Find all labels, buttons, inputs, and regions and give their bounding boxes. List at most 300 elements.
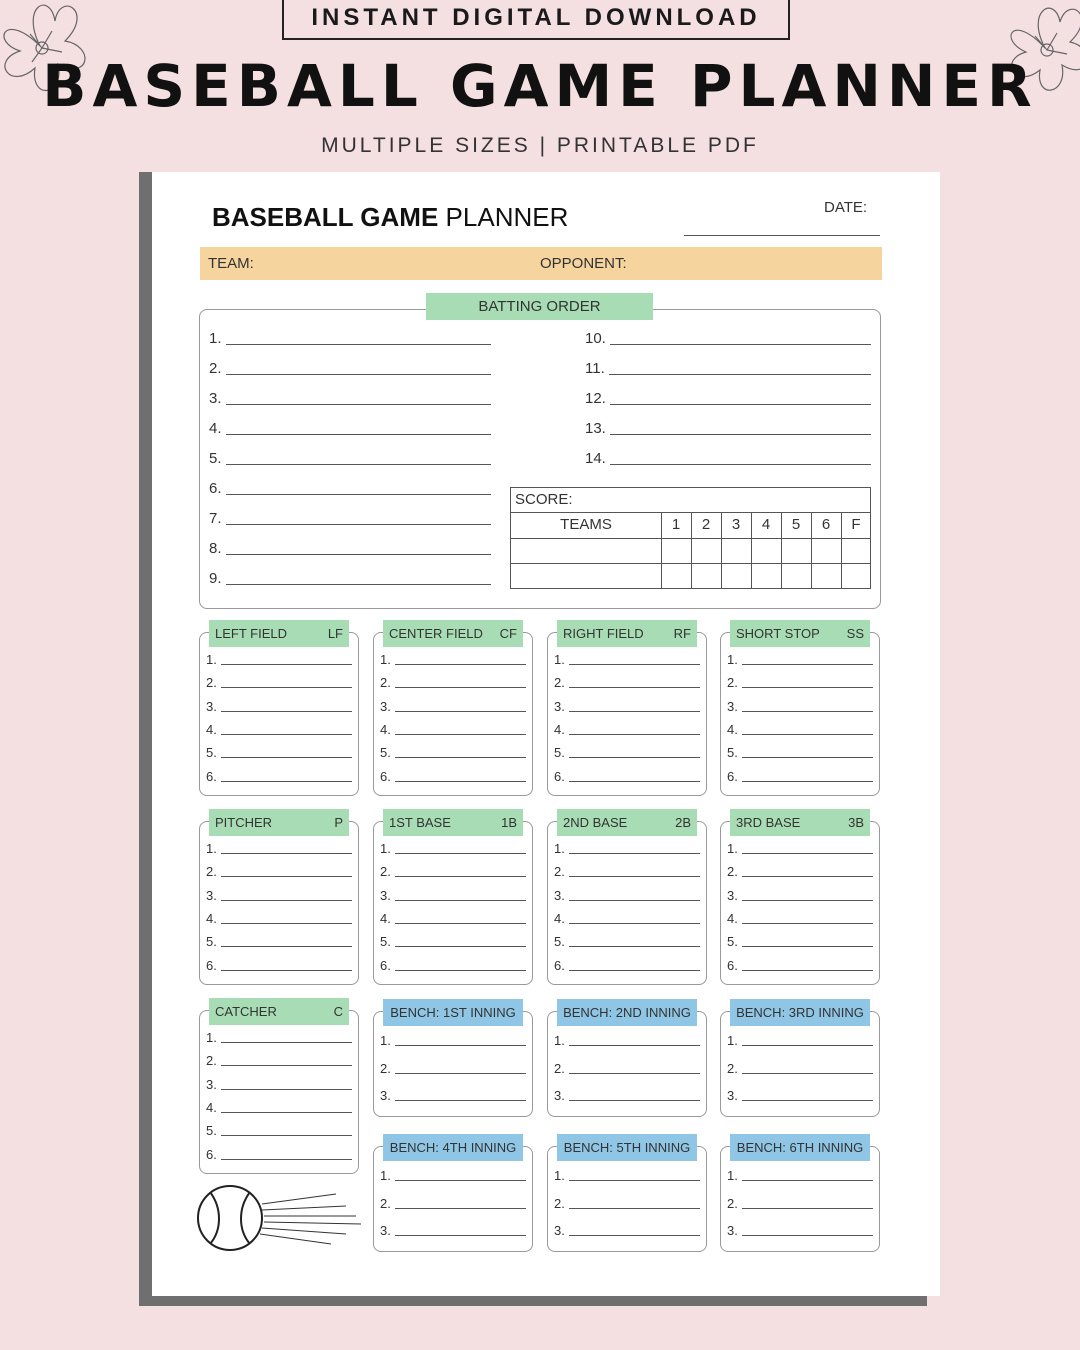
bench-row-line[interactable] bbox=[395, 1045, 526, 1046]
batting-order-row[interactable] bbox=[209, 450, 491, 467]
position-header bbox=[557, 809, 697, 836]
position-row-line[interactable] bbox=[742, 923, 873, 924]
bench-row-line[interactable] bbox=[569, 1208, 700, 1209]
batting-order-line[interactable] bbox=[226, 464, 491, 465]
batting-order-number: 10. bbox=[585, 330, 606, 347]
position-row-line[interactable] bbox=[395, 900, 526, 901]
position-row[interactable] bbox=[380, 958, 526, 973]
position-row-line[interactable] bbox=[221, 757, 352, 758]
bench-row[interactable] bbox=[380, 1196, 526, 1211]
bench-row[interactable] bbox=[727, 1088, 873, 1103]
position-row-line[interactable] bbox=[569, 900, 700, 901]
position-row[interactable] bbox=[727, 769, 873, 784]
position-row-line[interactable] bbox=[221, 970, 352, 971]
position-row-line[interactable] bbox=[221, 900, 352, 901]
bench-row-line[interactable] bbox=[742, 1235, 873, 1236]
bench-row[interactable] bbox=[554, 1088, 700, 1103]
position-row[interactable] bbox=[380, 888, 526, 903]
batting-order-row[interactable] bbox=[209, 510, 491, 527]
position-row[interactable] bbox=[206, 1030, 352, 1045]
bench-row-line[interactable] bbox=[569, 1235, 700, 1236]
batting-order-number: 4. bbox=[209, 420, 222, 437]
bench-row-number: 3. bbox=[727, 1088, 738, 1103]
position-row[interactable] bbox=[380, 675, 526, 690]
position-row-number: 2. bbox=[206, 1053, 217, 1069]
position-row-line[interactable] bbox=[221, 876, 352, 877]
position-row[interactable] bbox=[206, 1053, 352, 1068]
bench-header: BENCH: 5TH INNING bbox=[557, 1134, 697, 1161]
batting-order-number: 5. bbox=[209, 450, 222, 467]
position-row-line[interactable] bbox=[742, 757, 873, 758]
position-row-line[interactable] bbox=[221, 664, 352, 665]
position-row-number: 5. bbox=[206, 934, 217, 950]
bench-row-number: 3. bbox=[380, 1088, 391, 1103]
position-row-line[interactable] bbox=[742, 711, 873, 712]
position-row[interactable] bbox=[206, 745, 352, 760]
sheet-title-light: PLANNER bbox=[445, 202, 569, 232]
bench-row-number: 2. bbox=[380, 1195, 391, 1211]
bench-row[interactable] bbox=[727, 1223, 873, 1238]
position-row-line[interactable] bbox=[395, 781, 526, 782]
position-row[interactable] bbox=[206, 699, 352, 714]
bench-header: BENCH: 6TH INNING bbox=[730, 1134, 870, 1161]
position-row-number: 3. bbox=[380, 887, 391, 903]
position-row-line[interactable] bbox=[742, 876, 873, 877]
position-name: LEFT FIELD bbox=[215, 626, 288, 641]
batting-order-row[interactable] bbox=[209, 360, 491, 377]
position-row[interactable] bbox=[727, 722, 873, 737]
position-row-number: 1. bbox=[206, 1030, 217, 1045]
bench-row-line[interactable] bbox=[569, 1045, 700, 1046]
bench-row-number: 3. bbox=[554, 1088, 565, 1103]
position-row-number: 1. bbox=[206, 652, 217, 667]
position-row-number: 6. bbox=[380, 768, 391, 784]
position-row-line[interactable] bbox=[221, 1089, 352, 1090]
position-row-line[interactable] bbox=[221, 853, 352, 854]
bench-row[interactable] bbox=[727, 1168, 873, 1183]
sheet-title bbox=[212, 202, 568, 233]
bench-row-line[interactable] bbox=[395, 1235, 526, 1236]
position-header bbox=[209, 809, 349, 836]
position-row-line[interactable] bbox=[395, 757, 526, 758]
score-inning-header: 4 bbox=[761, 516, 771, 533]
position-row-line[interactable] bbox=[569, 781, 700, 782]
bench-row-number: 1. bbox=[554, 1168, 565, 1183]
position-row-line[interactable] bbox=[742, 853, 873, 854]
position-abbr: CF bbox=[499, 626, 517, 641]
position-abbr: LF bbox=[327, 626, 343, 641]
batting-order-row[interactable] bbox=[209, 420, 491, 437]
score-table bbox=[510, 487, 871, 589]
position-row-line[interactable] bbox=[569, 757, 700, 758]
position-row[interactable] bbox=[206, 1100, 352, 1115]
batting-order-row[interactable] bbox=[209, 390, 491, 407]
position-row[interactable] bbox=[554, 841, 700, 856]
position-row-line[interactable] bbox=[221, 781, 352, 782]
position-row-number: 3. bbox=[206, 887, 217, 903]
bench-row-number: 1. bbox=[380, 1033, 391, 1048]
position-header bbox=[730, 620, 870, 647]
score-inning-header: 2 bbox=[701, 516, 711, 533]
baseball-icon bbox=[196, 1180, 366, 1260]
position-row-number: 3. bbox=[554, 698, 565, 714]
position-row[interactable] bbox=[206, 841, 352, 856]
position-header bbox=[383, 620, 523, 647]
position-row[interactable] bbox=[206, 769, 352, 784]
position-row[interactable] bbox=[380, 911, 526, 926]
batting-order-number: 13. bbox=[585, 420, 606, 437]
bench-row[interactable] bbox=[727, 1196, 873, 1211]
position-name: CENTER FIELD bbox=[389, 626, 483, 641]
bench-row[interactable] bbox=[380, 1223, 526, 1238]
position-row[interactable] bbox=[380, 722, 526, 737]
position-row-number: 4. bbox=[206, 1099, 217, 1115]
position-row-number: 3. bbox=[727, 698, 738, 714]
position-row[interactable] bbox=[554, 652, 700, 667]
batting-order-line[interactable] bbox=[226, 344, 491, 345]
banner-text: INSTANT DIGITAL DOWNLOAD bbox=[311, 4, 761, 31]
planner-sheet bbox=[152, 172, 940, 1296]
position-row[interactable] bbox=[380, 769, 526, 784]
bench-row-line[interactable] bbox=[742, 1208, 873, 1209]
bench-row[interactable] bbox=[380, 1168, 526, 1183]
batting-order-line[interactable] bbox=[226, 524, 491, 525]
position-row-line[interactable] bbox=[221, 711, 352, 712]
position-row-line[interactable] bbox=[395, 946, 526, 947]
position-row-line[interactable] bbox=[395, 734, 526, 735]
position-row-number: 6. bbox=[380, 957, 391, 973]
position-row-number: 1. bbox=[206, 841, 217, 856]
position-row[interactable] bbox=[206, 888, 352, 903]
position-row[interactable] bbox=[380, 745, 526, 760]
position-row-number: 3. bbox=[206, 698, 217, 714]
bench-row[interactable] bbox=[727, 1061, 873, 1076]
position-row-line[interactable] bbox=[742, 664, 873, 665]
score-inning-header: 1 bbox=[671, 516, 681, 533]
bench-row-number: 2. bbox=[380, 1060, 391, 1076]
batting-order-line[interactable] bbox=[610, 464, 871, 465]
position-row-line[interactable] bbox=[221, 923, 352, 924]
instant-download-banner bbox=[282, 0, 790, 40]
position-header bbox=[383, 809, 523, 836]
batting-order-line[interactable] bbox=[610, 404, 871, 405]
position-name: SHORT STOP bbox=[736, 626, 820, 641]
batting-order-line[interactable] bbox=[226, 374, 491, 375]
position-row[interactable] bbox=[206, 1123, 352, 1138]
position-row-number: 5. bbox=[206, 745, 217, 761]
bench-row[interactable] bbox=[554, 1061, 700, 1076]
position-row[interactable] bbox=[727, 699, 873, 714]
position-row[interactable] bbox=[554, 888, 700, 903]
position-row[interactable] bbox=[554, 722, 700, 737]
position-row-number: 5. bbox=[206, 1123, 217, 1139]
position-row-number: 1. bbox=[554, 652, 565, 667]
position-row-line[interactable] bbox=[221, 734, 352, 735]
batting-order-row[interactable] bbox=[585, 390, 871, 407]
date-line bbox=[684, 235, 880, 236]
position-row[interactable] bbox=[206, 934, 352, 949]
batting-order-number: 3. bbox=[209, 390, 222, 407]
position-row-number: 3. bbox=[727, 887, 738, 903]
batting-order-row[interactable] bbox=[585, 450, 871, 467]
position-row-number: 4. bbox=[206, 721, 217, 737]
position-row[interactable] bbox=[727, 888, 873, 903]
position-abbr: RF bbox=[673, 626, 691, 641]
position-name: 1ST BASE bbox=[389, 815, 451, 830]
position-row[interactable] bbox=[727, 864, 873, 879]
position-row[interactable] bbox=[727, 958, 873, 973]
position-row-line[interactable] bbox=[569, 687, 700, 688]
bench-header: BENCH: 1ST INNING bbox=[383, 999, 523, 1026]
bench-row-number: 3. bbox=[727, 1223, 738, 1238]
position-row-line[interactable] bbox=[742, 946, 873, 947]
bench-row-line[interactable] bbox=[742, 1180, 873, 1181]
bench-row-line[interactable] bbox=[395, 1208, 526, 1209]
position-row[interactable] bbox=[727, 745, 873, 760]
date-label: DATE: bbox=[824, 199, 868, 216]
position-row-number: 4. bbox=[554, 910, 565, 926]
position-row-line[interactable] bbox=[569, 853, 700, 854]
position-row[interactable] bbox=[380, 864, 526, 879]
position-row-number: 6. bbox=[206, 957, 217, 973]
position-row-line[interactable] bbox=[395, 876, 526, 877]
position-row-line[interactable] bbox=[569, 711, 700, 712]
position-row-line[interactable] bbox=[221, 1112, 352, 1113]
bench-row-number: 2. bbox=[727, 1195, 738, 1211]
batting-order-number: 8. bbox=[209, 540, 222, 557]
position-row[interactable] bbox=[554, 958, 700, 973]
bench-row-number: 1. bbox=[380, 1168, 391, 1183]
position-row-number: 1. bbox=[380, 841, 391, 856]
position-row-number: 2. bbox=[206, 864, 217, 880]
position-row-line[interactable] bbox=[221, 1065, 352, 1066]
position-row-number: 3. bbox=[206, 1076, 217, 1092]
position-row-line[interactable] bbox=[395, 970, 526, 971]
position-row[interactable] bbox=[206, 675, 352, 690]
score-title: SCORE: bbox=[515, 491, 573, 508]
position-name: CATCHER bbox=[215, 1004, 277, 1019]
bench-row[interactable] bbox=[380, 1061, 526, 1076]
batting-order-row[interactable] bbox=[209, 480, 491, 497]
bench-row-line[interactable] bbox=[395, 1100, 526, 1101]
bench-row-line[interactable] bbox=[742, 1073, 873, 1074]
position-row[interactable] bbox=[380, 699, 526, 714]
position-row-number: 3. bbox=[554, 887, 565, 903]
batting-order-row[interactable] bbox=[585, 360, 871, 377]
score-inning-header: 3 bbox=[731, 516, 741, 533]
position-row-number: 5. bbox=[380, 745, 391, 761]
position-row[interactable] bbox=[554, 675, 700, 690]
position-header bbox=[557, 620, 697, 647]
position-row-number: 4. bbox=[727, 721, 738, 737]
bench-header: BENCH: 4TH INNING bbox=[383, 1134, 523, 1161]
position-row[interactable] bbox=[380, 841, 526, 856]
position-row[interactable] bbox=[206, 1077, 352, 1092]
position-abbr: C bbox=[333, 1004, 343, 1019]
opponent-label: OPPONENT: bbox=[540, 255, 627, 272]
position-row[interactable] bbox=[554, 934, 700, 949]
position-row-line[interactable] bbox=[742, 970, 873, 971]
position-row-number: 1. bbox=[554, 841, 565, 856]
position-name: 3RD BASE bbox=[736, 815, 801, 830]
position-row-line[interactable] bbox=[569, 970, 700, 971]
position-row-number: 6. bbox=[727, 957, 738, 973]
score-inning-header: F bbox=[851, 516, 861, 533]
bench-row-line[interactable] bbox=[395, 1180, 526, 1181]
position-row[interactable] bbox=[554, 745, 700, 760]
position-row-number: 3. bbox=[380, 698, 391, 714]
bench-row-line[interactable] bbox=[569, 1100, 700, 1101]
position-row[interactable] bbox=[727, 841, 873, 856]
position-header bbox=[730, 809, 870, 836]
position-row-line[interactable] bbox=[395, 711, 526, 712]
batting-order-line[interactable] bbox=[610, 344, 871, 345]
bench-row-number: 1. bbox=[727, 1033, 738, 1048]
batting-order-line[interactable] bbox=[610, 434, 871, 435]
bench-row-number: 3. bbox=[554, 1223, 565, 1238]
team-bar bbox=[200, 247, 882, 280]
position-row[interactable] bbox=[206, 958, 352, 973]
position-row-number: 5. bbox=[727, 934, 738, 950]
bench-row[interactable] bbox=[380, 1033, 526, 1048]
position-row-number: 4. bbox=[206, 910, 217, 926]
main-title: BASEBALL GAME PLANNER bbox=[42, 52, 1038, 120]
batting-order-number: 7. bbox=[209, 510, 222, 527]
position-row-number: 2. bbox=[380, 864, 391, 880]
position-row[interactable] bbox=[554, 769, 700, 784]
team-label: TEAM: bbox=[208, 255, 254, 272]
position-row-line[interactable] bbox=[221, 687, 352, 688]
position-row-line[interactable] bbox=[395, 923, 526, 924]
bench-row-line[interactable] bbox=[395, 1073, 526, 1074]
bench-row[interactable] bbox=[727, 1033, 873, 1048]
batting-order-header: BATTING ORDER bbox=[426, 293, 653, 320]
position-row-line[interactable] bbox=[569, 946, 700, 947]
batting-order-row[interactable] bbox=[585, 420, 871, 437]
position-row-line[interactable] bbox=[395, 664, 526, 665]
batting-order-row[interactable] bbox=[209, 540, 491, 557]
batting-order-number: 1. bbox=[209, 330, 222, 347]
position-row[interactable] bbox=[554, 699, 700, 714]
bench-row[interactable] bbox=[554, 1223, 700, 1238]
score-inning-header: 5 bbox=[791, 516, 801, 533]
batting-order-row[interactable] bbox=[209, 570, 491, 587]
bench-row[interactable] bbox=[554, 1033, 700, 1048]
batting-order-number: 6. bbox=[209, 480, 222, 497]
position-row[interactable] bbox=[206, 911, 352, 926]
bench-row-line[interactable] bbox=[742, 1045, 873, 1046]
position-row-line[interactable] bbox=[221, 1042, 352, 1043]
position-row-number: 5. bbox=[554, 745, 565, 761]
position-row[interactable] bbox=[727, 934, 873, 949]
position-row-line[interactable] bbox=[221, 1135, 352, 1136]
position-row-line[interactable] bbox=[221, 946, 352, 947]
position-header bbox=[209, 998, 349, 1025]
score-inning-header: 6 bbox=[821, 516, 831, 533]
position-row-number: 1. bbox=[727, 652, 738, 667]
batting-order-line[interactable] bbox=[226, 404, 491, 405]
position-row[interactable] bbox=[380, 934, 526, 949]
position-row-line[interactable] bbox=[395, 687, 526, 688]
batting-order-line[interactable] bbox=[226, 494, 491, 495]
position-row-line[interactable] bbox=[569, 923, 700, 924]
position-abbr: 1B bbox=[501, 815, 517, 830]
position-row-line[interactable] bbox=[569, 734, 700, 735]
batting-order-number: 9. bbox=[209, 570, 222, 587]
position-row-line[interactable] bbox=[569, 664, 700, 665]
position-abbr: 3B bbox=[848, 815, 864, 830]
bench-row-number: 1. bbox=[554, 1033, 565, 1048]
bench-row[interactable] bbox=[554, 1168, 700, 1183]
position-row-number: 6. bbox=[554, 768, 565, 784]
bench-row[interactable] bbox=[554, 1196, 700, 1211]
position-row-number: 1. bbox=[380, 652, 391, 667]
position-abbr: P bbox=[334, 815, 343, 830]
batting-order-number: 2. bbox=[209, 360, 222, 377]
batting-order-number: 11. bbox=[585, 360, 605, 377]
position-row[interactable] bbox=[206, 722, 352, 737]
position-row-line[interactable] bbox=[742, 687, 873, 688]
sheet-title-bold: BASEBALL GAME bbox=[212, 202, 439, 232]
batting-order-line[interactable] bbox=[609, 374, 871, 375]
batting-order-line[interactable] bbox=[226, 554, 491, 555]
position-row[interactable] bbox=[554, 911, 700, 926]
position-row-number: 4. bbox=[554, 721, 565, 737]
position-row-line[interactable] bbox=[742, 900, 873, 901]
position-row-line[interactable] bbox=[742, 734, 873, 735]
position-row[interactable] bbox=[554, 864, 700, 879]
bench-row-line[interactable] bbox=[569, 1180, 700, 1181]
position-row[interactable] bbox=[727, 675, 873, 690]
position-row-number: 5. bbox=[380, 934, 391, 950]
bench-row[interactable] bbox=[380, 1088, 526, 1103]
position-row-number: 4. bbox=[727, 910, 738, 926]
bench-row-line[interactable] bbox=[742, 1100, 873, 1101]
bench-row-number: 1. bbox=[727, 1168, 738, 1183]
batting-order-line[interactable] bbox=[226, 434, 491, 435]
position-row[interactable] bbox=[727, 911, 873, 926]
batting-order-row[interactable] bbox=[209, 330, 491, 347]
bench-row-number: 2. bbox=[727, 1060, 738, 1076]
position-row-line[interactable] bbox=[569, 876, 700, 877]
batting-order-row[interactable] bbox=[585, 330, 871, 347]
position-row-number: 2. bbox=[206, 675, 217, 691]
bench-row-line[interactable] bbox=[569, 1073, 700, 1074]
batting-order-number: 14. bbox=[585, 450, 606, 467]
position-row[interactable] bbox=[727, 652, 873, 667]
bench-header: BENCH: 3RD INNING bbox=[730, 999, 870, 1026]
bench-header: BENCH: 2ND INNING bbox=[557, 999, 697, 1026]
position-row-number: 4. bbox=[380, 721, 391, 737]
position-row[interactable] bbox=[380, 652, 526, 667]
position-row-number: 6. bbox=[727, 768, 738, 784]
position-row-number: 5. bbox=[727, 745, 738, 761]
position-row[interactable] bbox=[206, 864, 352, 879]
batting-order-number: 12. bbox=[585, 390, 606, 407]
bench-row-number: 2. bbox=[554, 1195, 565, 1211]
position-row[interactable] bbox=[206, 1147, 352, 1162]
score-teams-header: TEAMS bbox=[560, 516, 612, 533]
position-row-number: 1. bbox=[727, 841, 738, 856]
position-row-line[interactable] bbox=[395, 853, 526, 854]
position-row-number: 5. bbox=[554, 934, 565, 950]
position-row[interactable] bbox=[206, 652, 352, 667]
bench-row-number: 3. bbox=[380, 1223, 391, 1238]
position-row-line[interactable] bbox=[221, 1159, 352, 1160]
batting-order-line[interactable] bbox=[226, 584, 491, 585]
bench-row-number: 2. bbox=[554, 1060, 565, 1076]
position-row-line[interactable] bbox=[742, 781, 873, 782]
